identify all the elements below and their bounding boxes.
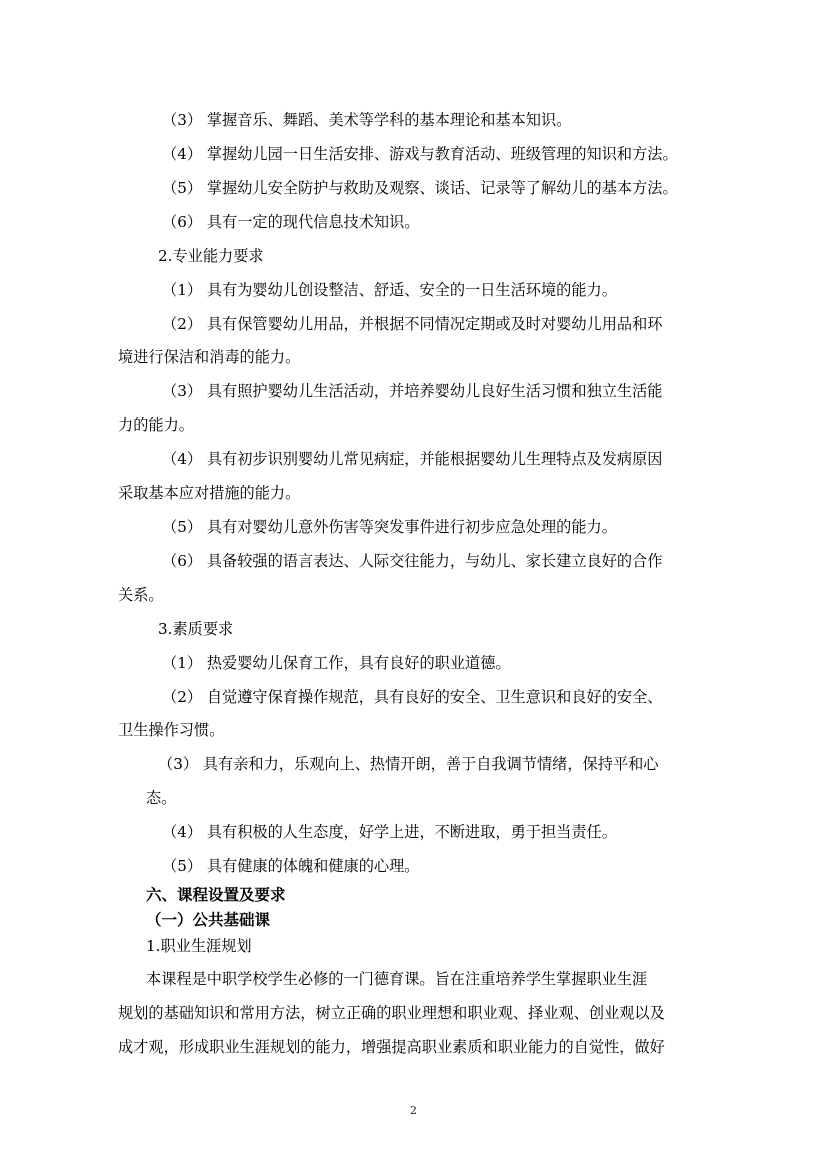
paragraph-line: 态。: [146, 789, 177, 807]
paragraph-line: （1） 热爱婴幼儿保育工作，具有良好的职业道德。: [162, 654, 511, 672]
paragraph-line: （1） 具有为婴幼儿创设整洁、舒适、安全的一日生活环境的能力。: [162, 281, 617, 299]
paragraph-line: 规划的基础知识和常用方法，树立正确的职业理想和职业观、择业观、创业观以及: [118, 1004, 665, 1022]
subsection-heading: 3.素质要求: [158, 620, 234, 638]
paragraph-line: （4） 具有积极的人生态度，好学上进，不断进取，勇于担当责任。: [162, 823, 617, 841]
paragraph-line: （4） 具有初步识别婴幼儿常见病症，并能根据婴幼儿生理特点及发病原因: [162, 450, 663, 468]
paragraph-line: 成才观，形成职业生涯规划的能力，增强提高职业素质和职业能力的自觉性，做好: [118, 1038, 665, 1056]
subsection-heading: 2.专业能力要求: [158, 247, 264, 265]
subsection-heading: （一）公共基础课: [146, 911, 271, 929]
paragraph-line: （2） 具有保管婴幼儿用品，并根据不同情况定期或及时对婴幼儿用品和环: [162, 315, 663, 333]
paragraph-line: （3） 具有亲和力，乐观向上、热情开朗，善于自我调节情绪，保持平和心: [158, 755, 659, 773]
paragraph-line: 关系。: [118, 586, 164, 604]
paragraph-line: 力的能力。: [118, 416, 194, 434]
paragraph-line: 卫生操作习惯。: [118, 721, 225, 739]
paragraph-line: （2） 自觉遵守保育操作规范，具有良好的安全、卫生意识和良好的安全、: [162, 688, 663, 706]
paragraph-line: （3） 掌握音乐、舞蹈、美术等学科的基本理论和基本知识。: [162, 111, 572, 129]
page-number: 2: [410, 1104, 417, 1117]
paragraph-line: （5） 具有健康的体魄和健康的心理。: [162, 857, 420, 875]
paragraph-line: （5） 掌握幼儿安全防护与救助及观察、谈话、记录等了解幼儿的基本方法。: [162, 179, 678, 197]
paragraph-line: （6） 具备较强的语言表达、人际交往能力，与幼儿、家长建立良好的合作: [162, 552, 663, 570]
paragraph-line: 本课程是中职学校学生必修的一门德育课。旨在注重培养学生掌握职业生涯: [146, 970, 648, 988]
paragraph-line: （3） 具有照护婴幼儿生活活动，并培养婴幼儿良好生活习惯和独立生活能: [162, 382, 663, 400]
paragraph-line: （4） 掌握幼儿园一日生活安排、游戏与教育活动、班级管理的知识和方法。: [162, 145, 678, 163]
section-heading: 六、课程设置及要求: [146, 886, 286, 904]
paragraph-line: （5） 具有对婴幼儿意外伤害等突发事件进行初步应急处理的能力。: [162, 518, 617, 536]
paragraph-line: 境进行保洁和消毒的能力。: [118, 348, 301, 366]
paragraph-line: （6） 具有一定的现代信息技术知识。: [162, 213, 420, 231]
course-heading: 1.职业生涯规划: [146, 937, 252, 955]
paragraph-line: 采取基本应对措施的能力。: [118, 484, 301, 502]
